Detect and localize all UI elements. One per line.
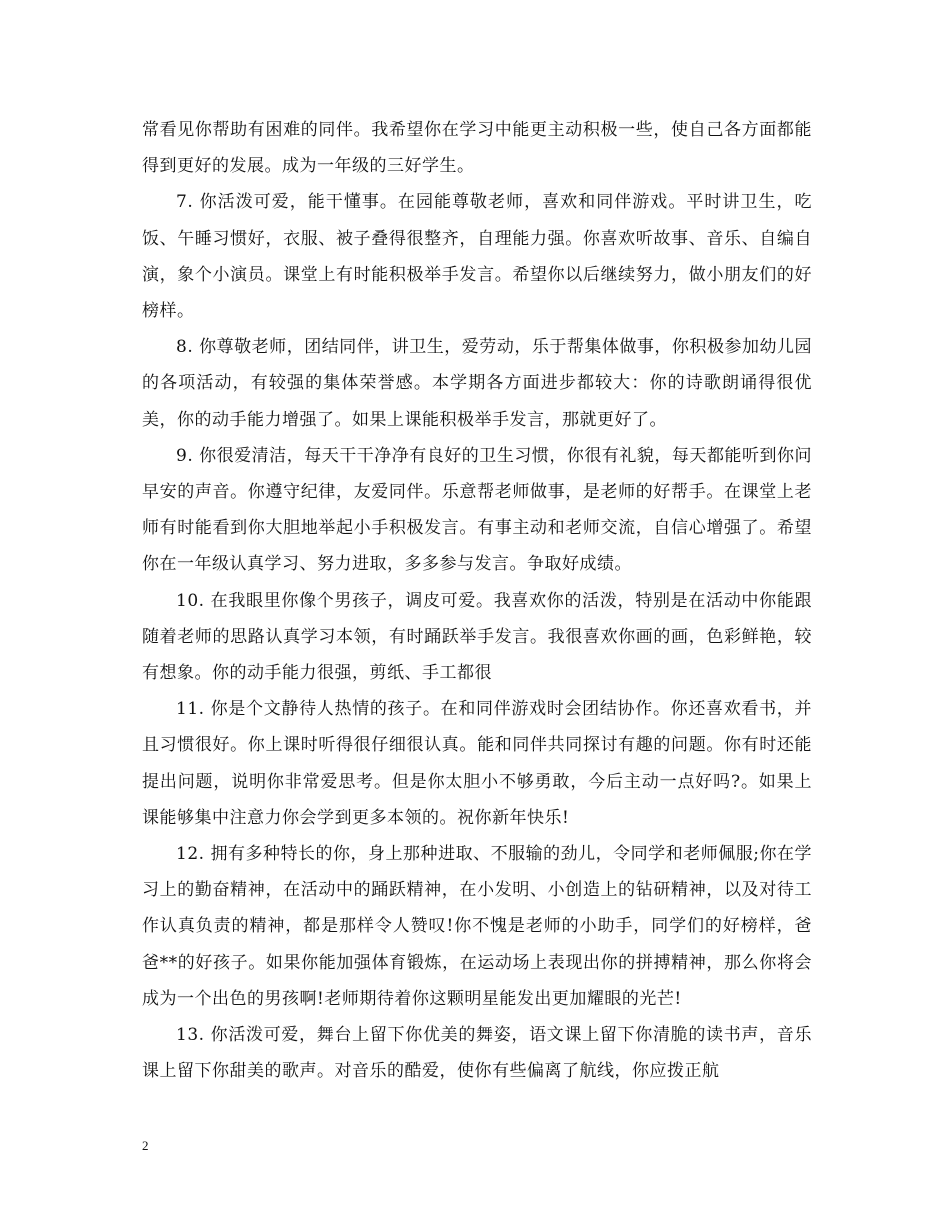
paragraph-item-9: 9. 你很爱清洁，每天干干净净有良好的卫生习惯，你很有礼貌，每天都能听到你问早安的声音。你遵守纪律，友爱同伴。乐意帮老师做事，是老师的好帮手。在课堂上老师有时能看到你大胆地举起小手积极发言。有事主动和老师交流，自信心增强了。希望你在一年级认真学习、努力进取，多多参与发言。争取好成绩。: [142, 445, 812, 575]
paragraph-item-10: 10. 在我眼里你像个男孩子，调皮可爱。我喜欢你的活泼，特别是在活动中你能跟随着老师的思路认真学习本领，有时踊跃举手发言。我很喜欢你画的画，色彩鲜艳，较有想象。你的动手能力很强，剪纸、手工都很: [142, 590, 812, 684]
paragraph-item-11: 11. 你是个文静待人热情的孩子。在和同伴游戏时会团结协作。你还喜欢看书，并且习惯很好。你上课时听得很仔细很认真。能和同伴共同探讨有趣的问题。你有时还能提出问题，说明你非常爱思考。但是你太胆小不够勇敢，今后主动一点好吗?。如果上课能够集中注意力你会学到更多本领的。祝你新年快乐!: [142, 699, 812, 828]
paragraph-item-8: 8. 你尊敬老师，团结同伴，讲卫生，爱劳动，乐于帮集体做事，你积极参加幼儿园的各项活动，有较强的集体荣誉感。本学期各方面进步都较大：你的诗歌朗诵得很优美，你的动手能力增强了。如果上课能积极举手发言，那就更好了。: [142, 337, 812, 430]
paragraph-item-12: 12. 拥有多种特长的你，身上那种进取、不服输的劲儿，令同学和老师佩服;你在学习上的勤奋精神，在活动中的踊跃精神，在小发明、小创造上的钻研精神，以及对待工作认真负责的精神，都是那样令人赞叹!你不愧是老师的小助手，同学们的好榜样，爸爸**的好孩子。如果你能加强体育锻炼，在运动场上表现出你的拼搏精神，那么你将会成为一个出色的男孩啊!老师期待着你这颗明星能发出更加耀眼的光芒!: [142, 844, 812, 1009]
document-body: [142, 112, 812, 1089]
paragraph-continuation: 常看见你帮助有困难的同伴。我希望你在学习中能更主动积极一些，使自己各方面都能得到更好的发展。成为一年级的三好学生。: [142, 120, 812, 177]
page-number: 2: [142, 1138, 149, 1153]
paragraph-item-13: 13. 你活泼可爱，舞台上留下你优美的舞姿，语文课上留下你清脆的读书声，音乐课上留下你甜美的歌声。对音乐的酷爱，使你有些偏离了航线，你应拨正航: [142, 1025, 812, 1082]
paragraph-item-7: 7. 你活泼可爱，能干懂事。在园能尊敬老师，喜欢和同伴游戏。平时讲卫生，吃饭、午睡习惯好，衣服、被子叠得很整齐，自理能力强。你喜欢听故事、音乐、自编自演，象个小演员。课堂上有时能积极举手发言。希望你以后继续努力，做小朋友们的好榜样。: [142, 192, 812, 322]
